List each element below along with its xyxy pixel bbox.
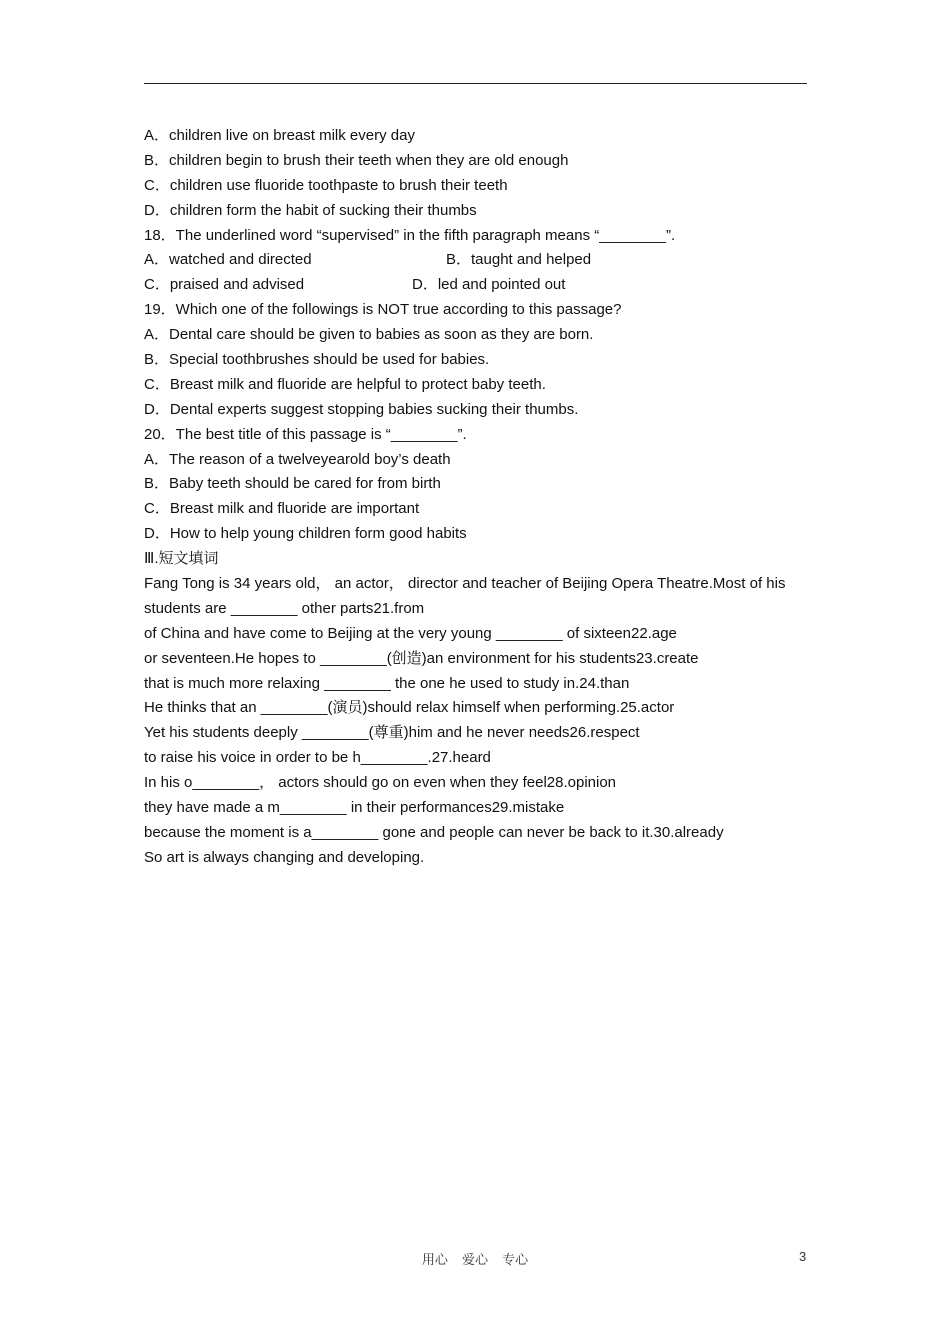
section3-heading: Ⅲ.短文填词 [144, 550, 219, 568]
q18-option-b: B．taught and helped [446, 251, 592, 269]
page-number: 3 [799, 1249, 807, 1264]
q20-option-c: C．Breast milk and fluoride are important [144, 500, 420, 518]
cloze-line-2: of China and have come to Beijing at the very young ________ of sixteen22.age [144, 624, 677, 642]
header-rule [144, 83, 807, 84]
cloze-line-6: Yet his students deeply ________(尊重)him and he never needs26.respect [144, 724, 640, 742]
footer-motto: 用心 爱心 专心 [421, 1253, 529, 1268]
cloze-line-0: Fang Tong is 34 years old， an actor， director and teacher of Beijing Opera Theatre.Most of his [144, 575, 786, 593]
q17-option-b: B．children begin to brush their teeth when they are old enough [144, 151, 569, 169]
cloze-line-11: So art is always changing and developing. [144, 848, 425, 866]
cloze-line-10: because the moment is a________ gone and people can never be back to it.30.already [144, 823, 724, 841]
q17-option-a: A．children live on breast milk every day [144, 127, 415, 144]
q20-option-d: D．How to help young children form good habits [144, 525, 467, 543]
q19-option-d: D．Dental experts suggest stopping babies sucking their thumbs. [144, 400, 579, 418]
cloze-line-7: to raise his voice in order to be h________.27.heard [144, 749, 491, 767]
cloze-line-9: they have made a m________ in their performances29.mistake [144, 799, 565, 817]
q19-option-a: A．Dental care should be given to babies as soon as they are born. [144, 326, 594, 344]
q19-option-c: C．Breast milk and fluoride are helpful to protect baby teeth. [144, 375, 546, 393]
q20-option-a: A．The reason of a twelveyearold boy’s death [144, 450, 451, 468]
cloze-line-4: that is much more relaxing ________ the one he used to study in.24.than [144, 674, 630, 692]
q18-option-a: A．watched and directed [144, 251, 312, 269]
q18-option-c: C．praised and advised [144, 276, 305, 294]
page-content [144, 124, 808, 871]
cloze-line-8: In his o________， actors should go on even when they feel28.opinion [144, 774, 617, 792]
q18-options-row-1 [144, 248, 808, 273]
cloze-line-3: or seventeen.He hopes to ________(创造)an environment for his students23.create [144, 649, 699, 667]
cloze-line-1: students are ________ other parts21.from [144, 599, 425, 617]
cloze-line-5: He thinks that an ________(演员)should relax himself when performing.25.actor [144, 699, 675, 717]
q17-option-c: C．children use fluoride toothpaste to brush their teeth [144, 176, 508, 194]
q20-stem: 20．The best title of this passage is “________”. [144, 425, 467, 443]
q20-option-b: B．Baby teeth should be cared for from birth [144, 475, 441, 493]
q18-options-row-2 [144, 273, 808, 298]
q19-stem: 19．Which one of the followings is NOT true according to this passage? [144, 301, 622, 319]
q18-stem: 18．The underlined word “supervised” in the fifth paragraph means “________”. [144, 226, 676, 244]
q19-option-b: B．Special toothbrushes should be used for babies. [144, 351, 490, 369]
q18-option-d: D．led and pointed out [412, 276, 566, 294]
q17-option-d: D．children form the habit of sucking their thumbs [144, 201, 477, 219]
